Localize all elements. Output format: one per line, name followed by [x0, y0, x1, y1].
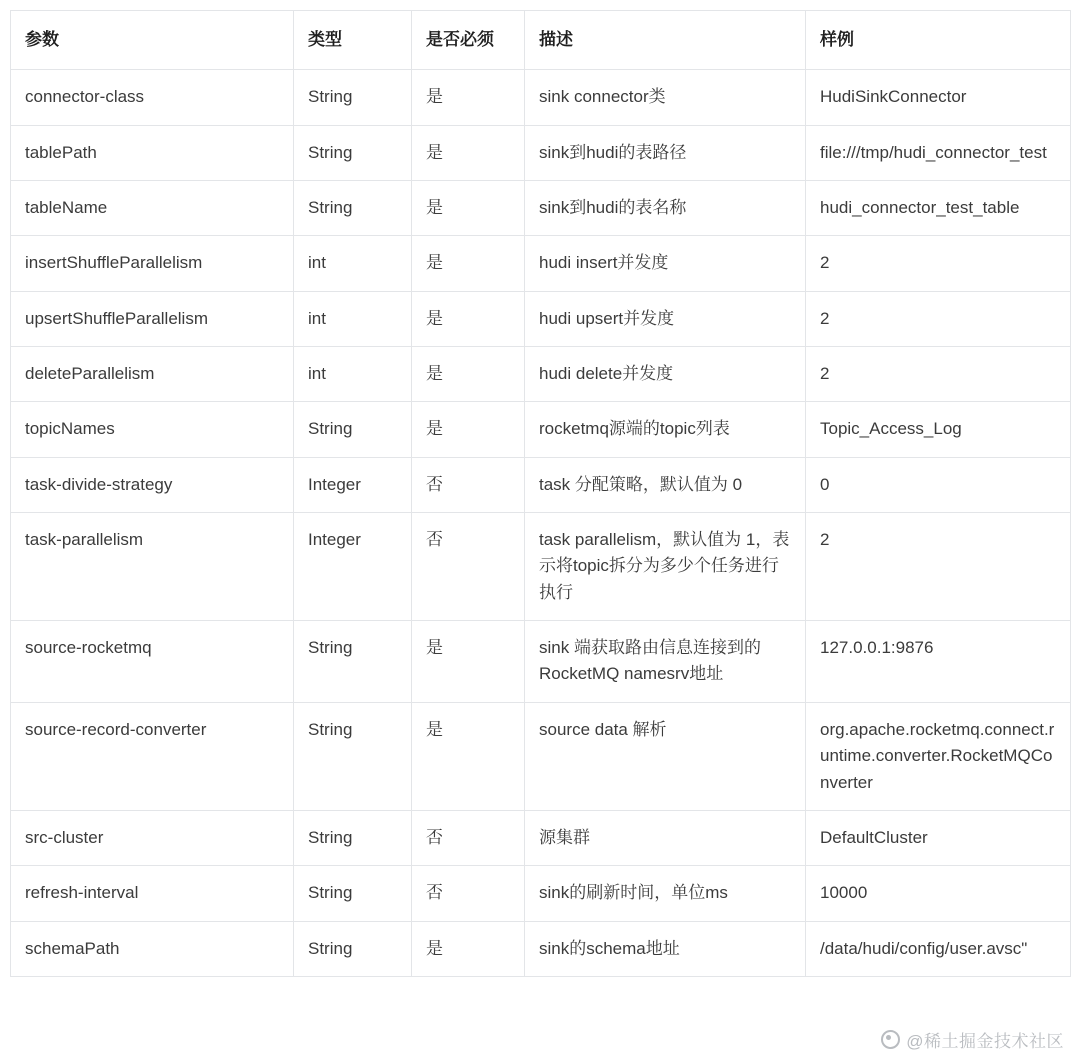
cell-type: int [294, 347, 412, 402]
cell-required: 否 [412, 866, 525, 921]
cell-description: sink的schema地址 [525, 921, 806, 976]
cell-example: hudi_connector_test_table [806, 181, 1071, 236]
cell-param: task-parallelism [11, 513, 294, 621]
cell-description: sink到hudi的表路径 [525, 125, 806, 180]
cell-required: 是 [412, 402, 525, 457]
cell-type: String [294, 70, 412, 125]
cell-example: Topic_Access_Log [806, 402, 1071, 457]
cell-example: 2 [806, 513, 1071, 621]
table-row [11, 181, 1071, 236]
cell-type: Integer [294, 513, 412, 621]
cell-type: String [294, 702, 412, 810]
cell-description: 源集群 [525, 810, 806, 865]
cell-type: String [294, 921, 412, 976]
cell-required: 是 [412, 702, 525, 810]
cell-description: sink 端获取路由信息连接到的RocketMQ namesrv地址 [525, 621, 806, 703]
cell-example: HudiSinkConnector [806, 70, 1071, 125]
cell-description: rocketmq源端的topic列表 [525, 402, 806, 457]
cell-example: 2 [806, 291, 1071, 346]
column-header-param: 参数 [11, 11, 294, 70]
cell-required: 否 [412, 810, 525, 865]
cell-required: 是 [412, 125, 525, 180]
cell-description: source data 解析 [525, 702, 806, 810]
table-row [11, 702, 1071, 810]
cell-description: hudi delete并发度 [525, 347, 806, 402]
cell-param: refresh-interval [11, 866, 294, 921]
cell-param: task-divide-strategy [11, 457, 294, 512]
cell-param: topicNames [11, 402, 294, 457]
cell-required: 否 [412, 513, 525, 621]
cell-param: upsertShuffleParallelism [11, 291, 294, 346]
watermark-text: @稀土掘金技术社区 [906, 1032, 1064, 1051]
cell-required: 是 [412, 291, 525, 346]
cell-param: insertShuffleParallelism [11, 236, 294, 291]
cell-type: String [294, 181, 412, 236]
cell-example: 10000 [806, 866, 1071, 921]
cell-param: source-record-converter [11, 702, 294, 810]
table-row [11, 236, 1071, 291]
table-header-row [11, 11, 1071, 70]
watermark [881, 1027, 1064, 1052]
cell-param: source-rocketmq [11, 621, 294, 703]
cell-type: int [294, 236, 412, 291]
table-row [11, 402, 1071, 457]
cell-required: 是 [412, 70, 525, 125]
cell-example: DefaultCluster [806, 810, 1071, 865]
cell-example: file:///tmp/hudi_connector_test [806, 125, 1071, 180]
cell-type: String [294, 402, 412, 457]
cell-type: String [294, 866, 412, 921]
table-row [11, 125, 1071, 180]
cell-type: String [294, 810, 412, 865]
column-header-required: 是否必须 [412, 11, 525, 70]
cell-required: 是 [412, 236, 525, 291]
cell-description: hudi upsert并发度 [525, 291, 806, 346]
cell-example: 0 [806, 457, 1071, 512]
column-header-description: 描述 [525, 11, 806, 70]
cell-description: sink的刷新时间，单位ms [525, 866, 806, 921]
table-row [11, 513, 1071, 621]
cell-example: /data/hudi/config/user.avsc" [806, 921, 1071, 976]
cell-type: String [294, 125, 412, 180]
cell-description: sink到hudi的表名称 [525, 181, 806, 236]
table-row [11, 810, 1071, 865]
cell-param: deleteParallelism [11, 347, 294, 402]
cell-required: 是 [412, 921, 525, 976]
column-header-example: 样例 [806, 11, 1071, 70]
cell-description: task 分配策略，默认值为 0 [525, 457, 806, 512]
cell-param: src-cluster [11, 810, 294, 865]
table-row [11, 457, 1071, 512]
cell-param: tableName [11, 181, 294, 236]
cell-type: Integer [294, 457, 412, 512]
cell-type: String [294, 621, 412, 703]
cell-required: 是 [412, 181, 525, 236]
cell-required: 是 [412, 621, 525, 703]
table-row [11, 921, 1071, 976]
cell-description: sink connector类 [525, 70, 806, 125]
watermark-logo-icon [881, 1030, 900, 1049]
table-row [11, 70, 1071, 125]
parameters-table [10, 10, 1071, 977]
cell-param: tablePath [11, 125, 294, 180]
cell-param: connector-class [11, 70, 294, 125]
cell-example: 2 [806, 347, 1071, 402]
cell-description: task parallelism，默认值为 1，表示将topic拆分为多少个任务进行执行 [525, 513, 806, 621]
cell-example: 2 [806, 236, 1071, 291]
table-row [11, 621, 1071, 703]
table-row [11, 347, 1071, 402]
cell-required: 是 [412, 347, 525, 402]
cell-param: schemaPath [11, 921, 294, 976]
cell-type: int [294, 291, 412, 346]
table-row [11, 866, 1071, 921]
cell-example: org.apache.rocketmq.connect.runtime.converter.RocketMQConverter [806, 702, 1071, 810]
table-row [11, 291, 1071, 346]
cell-required: 否 [412, 457, 525, 512]
cell-example: 127.0.0.1:9876 [806, 621, 1071, 703]
cell-description: hudi insert并发度 [525, 236, 806, 291]
column-header-type: 类型 [294, 11, 412, 70]
